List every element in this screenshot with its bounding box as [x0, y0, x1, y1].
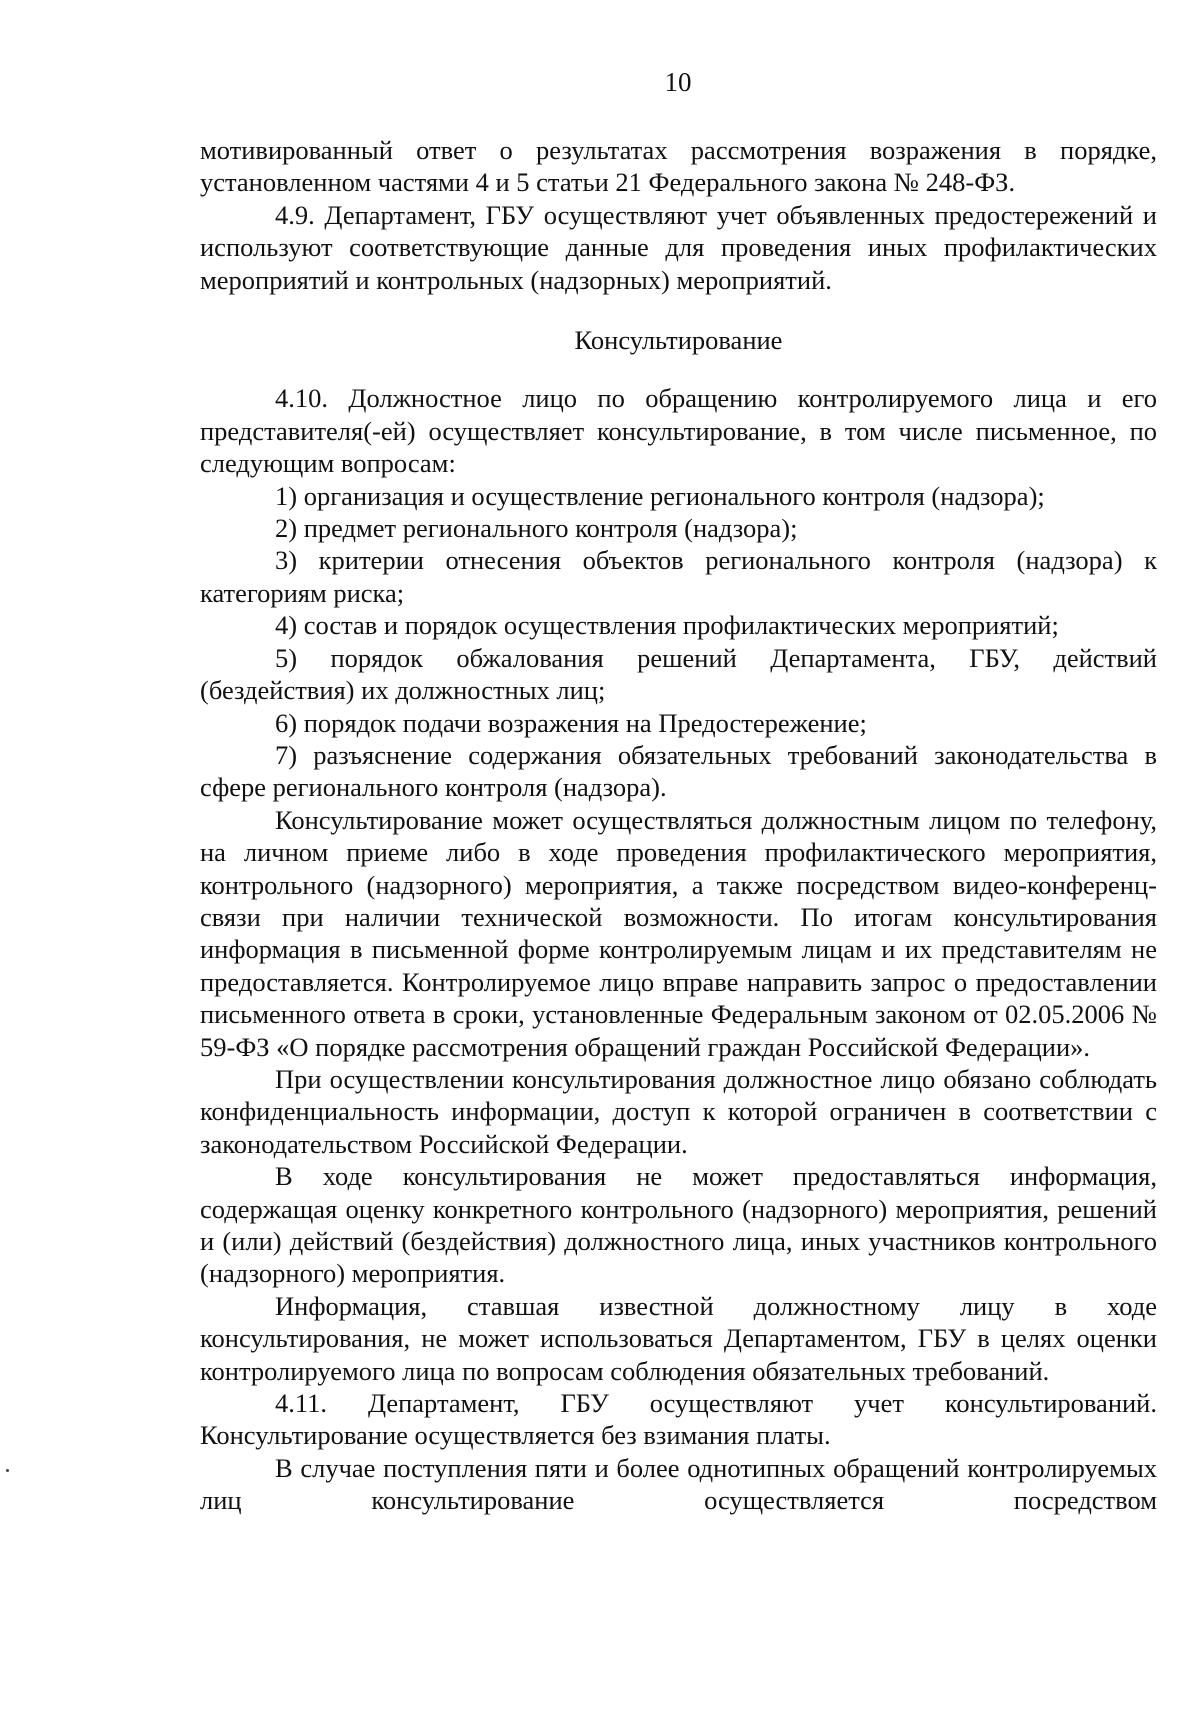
paragraph: 7) разъяснение содержания обязательных требований законодательства в сфере регионального контроля (надзора).: [200, 739, 1157, 803]
paragraph: мотивированный ответ о результатах рассмотрения возражения в порядке, установленном частями 4 и 5 статьи 21 Федерального закона № 248-ФЗ.: [200, 135, 1157, 198]
paragraphs-before-heading: [200, 134, 1157, 296]
paragraph: 2) предмет регионального контроля (надзора);: [275, 513, 798, 544]
paragraph: В случае поступления пяти и более однотипных обращений контролируемых лиц консультирование осуществляется посредством: [200, 1452, 1157, 1516]
paragraph: Информация, ставшая известной должностному лицу в ходе консультирования, не может использоваться Департаментом, ГБУ в целях оценки контролируемого лица по вопросам соблюдения обязательных требований.: [200, 1290, 1157, 1386]
paragraph: 6) порядок подачи возражения на Предостережение;: [275, 707, 867, 738]
paragraph: 4.10. Должностное лицо по обращению контролируемого лица и его представителя(-ей) осуществляет консультирование, в том числе письменное, по следующим вопросам:: [200, 383, 1157, 479]
paragraph: 5) порядок обжалования решений Департамента, ГБУ, действий (бездействия) их должностных лиц;: [200, 642, 1157, 706]
paragraph: 3) критерии отнесения объектов регионального контроля (надзора) к категориям риска;: [200, 545, 1157, 608]
document-body: [200, 134, 1157, 1517]
paragraph: 4) состав и порядок осуществления профилактических мероприятий;: [275, 610, 1059, 641]
scan-speck: [6, 1469, 9, 1472]
paragraphs-after-heading: [200, 382, 1157, 1516]
page-number: 10: [664, 67, 692, 97]
section-heading: Консультирование: [574, 325, 783, 356]
paragraph: 4.9. Департамент, ГБУ осуществляют учет объявленных предостережений и используют соответствующие данные для проведения иных профилактических мероприятий и контрольных (надзорных) мероприятий.: [200, 199, 1157, 295]
paragraph: 1) организация и осуществление регионального контроля (надзора);: [275, 480, 1045, 511]
paragraph: При осуществлении консультирования должностное лицо обязано соблюдать конфиденциальность информации, доступ к которой ограничен в соответствии с законодательством Российской Федерации.: [200, 1063, 1157, 1159]
paragraph: 4.11. Департамент, ГБУ осуществляют учет консультирований. Консультирование осуществляется без взимания платы.: [200, 1388, 1157, 1451]
paragraph: В ходе консультирования не может предоставляться информация, содержащая оценку конкретного контрольного (надзорного) мероприятия, решений и (или) действий (бездействия) должностного лица, иных участников контрольного (надзорного) мероприятия.: [200, 1161, 1157, 1289]
paragraph: Консультирование может осуществляться должностным лицом по телефону, на личном приеме либо в ходе проведения профилактического мероприятия, контрольного (надзорного) мероприятия, а также посредством видео-конференц-связи при наличии технической возможности. По итогам консультирования информация в письменной форме контролируемым лицам и их представителям не предоставляется. Контролируемое лицо вправе направить запрос о предоставлении письменного ответа в сроки, установленные Федеральным законом от 02.05.2006 № 59-ФЗ «О порядке рассмотрения обращений граждан Российской Федерации».: [200, 804, 1157, 1062]
